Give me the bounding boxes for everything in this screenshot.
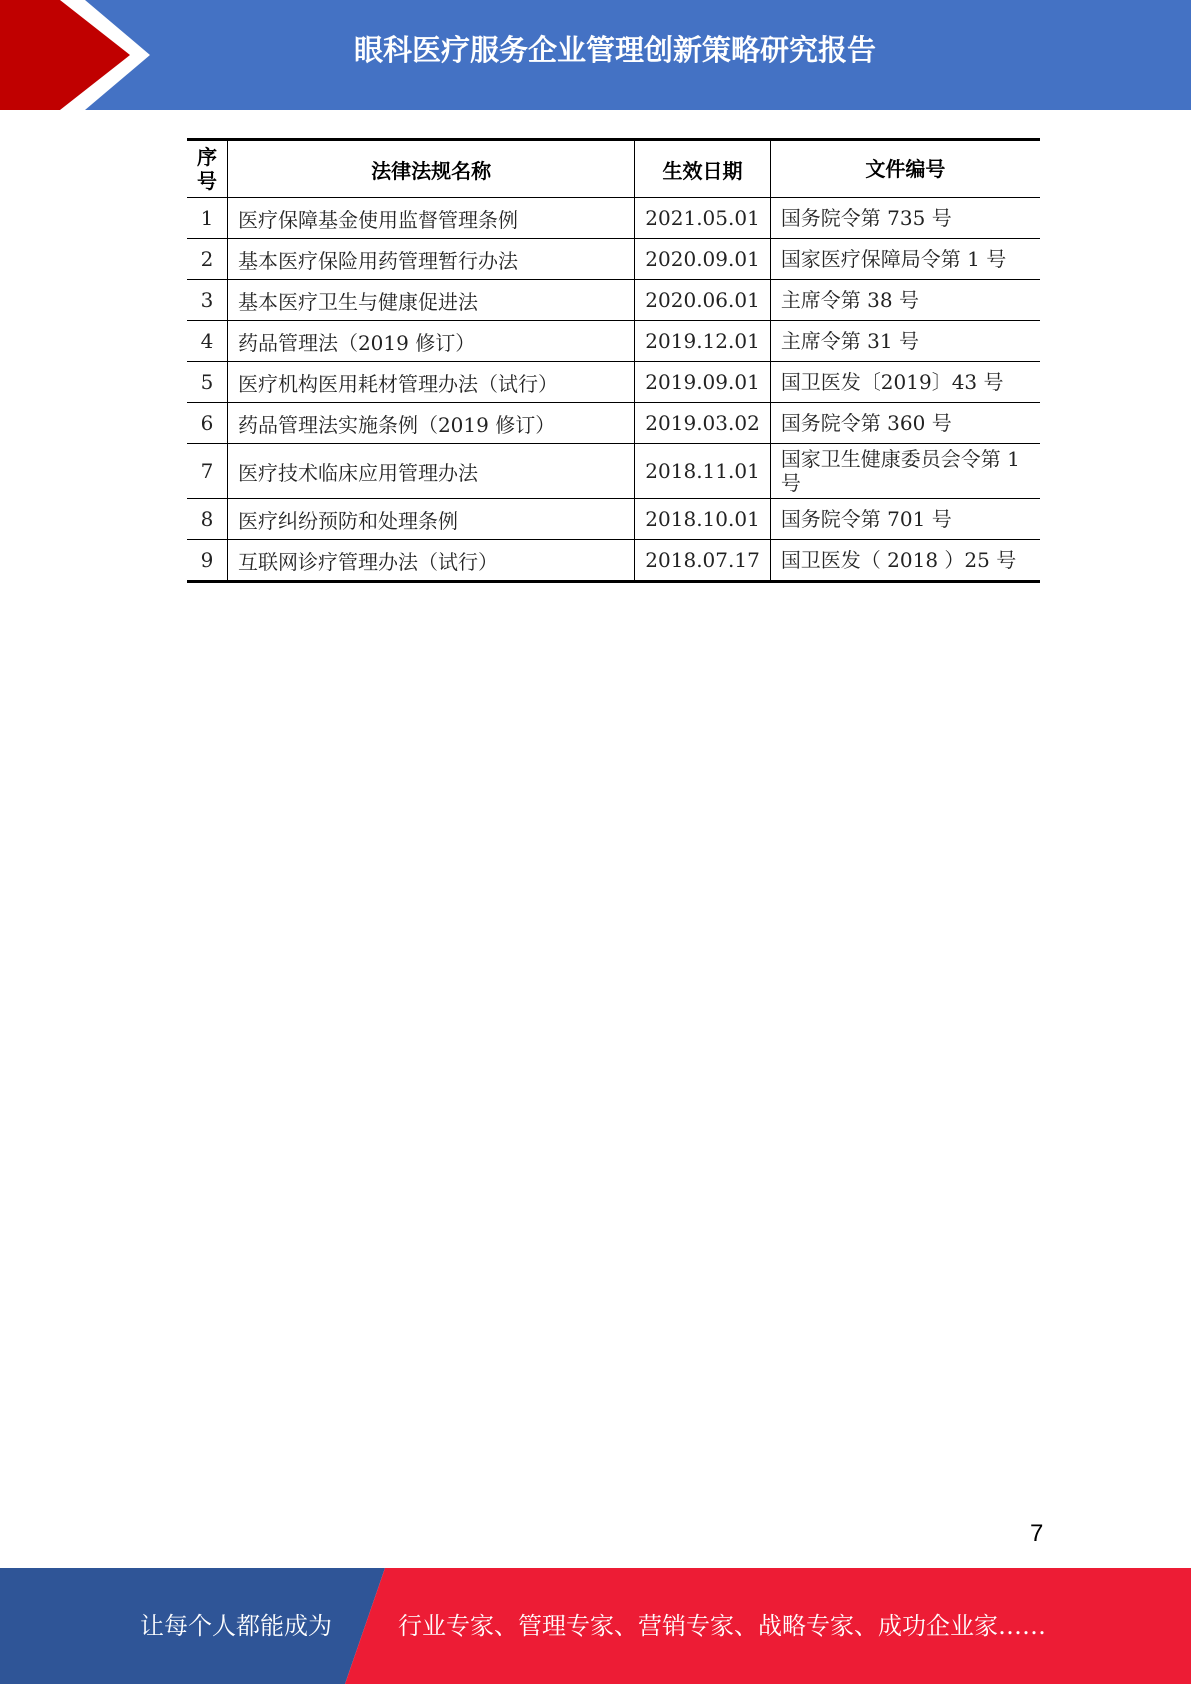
page-footer: [0, 1568, 1191, 1684]
row-number: 3: [187, 280, 227, 321]
report-title: 眼科医疗服务企业管理创新策略研究报告: [353, 33, 876, 67]
document-number: 主席令第 31 号: [770, 321, 1040, 362]
row-number: 7: [187, 444, 227, 499]
column-header-name: 法律法规名称: [227, 140, 634, 198]
document-number: 主席令第 38 号: [770, 280, 1040, 321]
table-header-row: [187, 140, 1040, 198]
effective-date: 2018.11.01: [635, 444, 771, 499]
footer-slogan-left: 让每个人都能成为: [140, 1612, 332, 1640]
table-row: [187, 499, 1040, 540]
document-number: 国卫医发〔2019〕43 号: [770, 362, 1040, 403]
document-number: 国务院令第 360 号: [770, 403, 1040, 444]
document-number: 国家卫生健康委员会令第 1 号: [770, 444, 1040, 499]
regulation-name: 医疗机构医用耗材管理办法（试行）: [227, 362, 634, 403]
regulations-table: [187, 138, 1040, 583]
row-number: 8: [187, 499, 227, 540]
table-row: [187, 444, 1040, 499]
row-number: 4: [187, 321, 227, 362]
table-row: [187, 362, 1040, 403]
regulation-name: 医疗技术临床应用管理办法: [227, 444, 634, 499]
row-number: 2: [187, 239, 227, 280]
table-row: [187, 280, 1040, 321]
effective-date: 2019.03.02: [635, 403, 771, 444]
table-row: [187, 198, 1040, 239]
page-header: [0, 0, 1191, 110]
effective-date: 2020.06.01: [635, 280, 771, 321]
page-number: 7: [1030, 1520, 1044, 1547]
column-header-date: 生效日期: [635, 140, 771, 198]
regulation-name: 医疗纠纷预防和处理条例: [227, 499, 634, 540]
effective-date: 2019.12.01: [635, 321, 771, 362]
row-number: 1: [187, 198, 227, 239]
table-row: [187, 540, 1040, 582]
table-row: [187, 321, 1040, 362]
row-number: 5: [187, 362, 227, 403]
column-header-number: 序号: [187, 140, 227, 198]
regulation-name: 药品管理法实施条例（2019 修订）: [227, 403, 634, 444]
effective-date: 2020.09.01: [635, 239, 771, 280]
regulation-name: 基本医疗保险用药管理暂行办法: [227, 239, 634, 280]
row-number: 9: [187, 540, 227, 582]
document-number: 国务院令第 735 号: [770, 198, 1040, 239]
document-number: 国务院令第 701 号: [770, 499, 1040, 540]
footer-slogan-right: 行业专家、管理专家、营销专家、战略专家、成功企业家……: [398, 1612, 1046, 1640]
regulation-name: 医疗保障基金使用监督管理条例: [227, 198, 634, 239]
effective-date: 2018.07.17: [635, 540, 771, 582]
table-row: [187, 403, 1040, 444]
effective-date: 2021.05.01: [635, 198, 771, 239]
document-number: 国家医疗保障局令第 1 号: [770, 239, 1040, 280]
regulation-name: 互联网诊疗管理办法（试行）: [227, 540, 634, 582]
regulation-name: 基本医疗卫生与健康促进法: [227, 280, 634, 321]
effective-date: 2018.10.01: [635, 499, 771, 540]
table-row: [187, 239, 1040, 280]
regulation-name: 药品管理法（2019 修订）: [227, 321, 634, 362]
column-header-document-number: 文件编号: [770, 140, 1040, 198]
row-number: 6: [187, 403, 227, 444]
document-number: 国卫医发（ 2018 ）25 号: [770, 540, 1040, 582]
effective-date: 2019.09.01: [635, 362, 771, 403]
